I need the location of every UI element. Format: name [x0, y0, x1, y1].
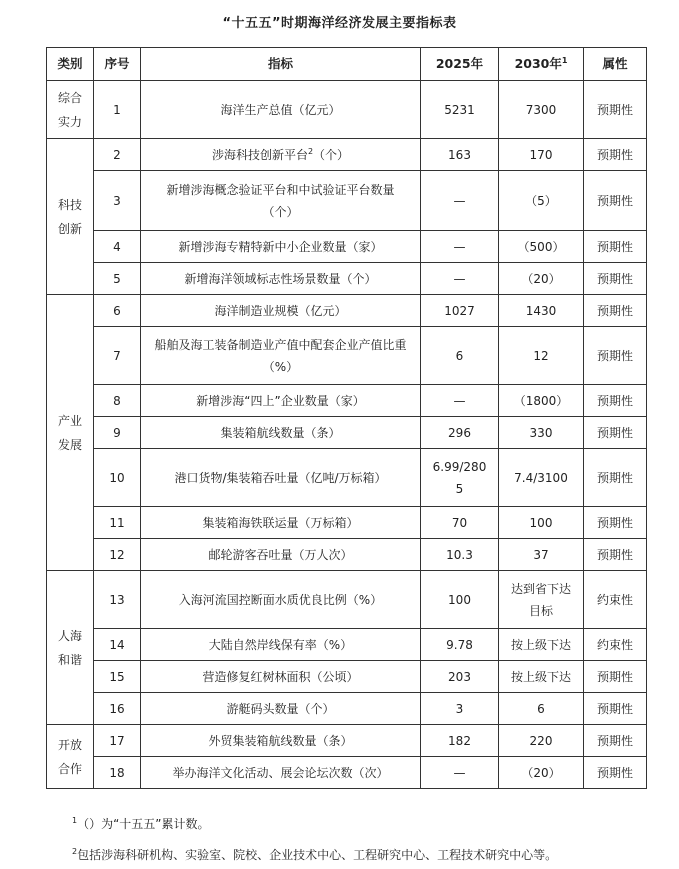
- row-index: 17: [94, 725, 141, 757]
- table-row: [47, 757, 647, 789]
- row-2025-value: 6: [421, 327, 499, 385]
- category-label: 开放 合作: [57, 737, 82, 776]
- row-2030-value: 37: [499, 539, 584, 571]
- footnote-text: （）为“十五五”累计数。: [77, 817, 210, 831]
- row-index: 15: [94, 661, 141, 693]
- row-indicator: 游艇码头数量（个）: [141, 693, 421, 725]
- row-attribute: 预期性: [584, 661, 647, 693]
- row-indicator: 邮轮游客吞吐量（万人次）: [141, 539, 421, 571]
- row-indicator: 新增涉海“四上”企业数量（家）: [141, 385, 421, 417]
- row-2025-value: 296: [421, 417, 499, 449]
- row-2030-value: 100: [499, 507, 584, 539]
- row-2025-value: 9.78: [421, 629, 499, 661]
- row-indicator: 举办海洋文化活动、展会论坛次数（次）: [141, 757, 421, 789]
- row-2030-value: （500）: [499, 231, 584, 263]
- row-index: 18: [94, 757, 141, 789]
- row-index: 5: [94, 263, 141, 295]
- row-attribute: 预期性: [584, 231, 647, 263]
- row-2025-value: 100: [421, 571, 499, 629]
- row-2030-value: 1430: [499, 295, 584, 327]
- table-row: [47, 327, 647, 385]
- category-cell: [47, 81, 94, 139]
- row-attribute: 预期性: [584, 81, 647, 139]
- row-attribute: 预期性: [584, 725, 647, 757]
- row-2030-value: 6: [499, 693, 584, 725]
- indicator-table: [46, 47, 647, 789]
- row-2030-value: 12: [499, 327, 584, 385]
- row-index: 16: [94, 693, 141, 725]
- row-2025-value: 70: [421, 507, 499, 539]
- row-index: 8: [94, 385, 141, 417]
- indicator-unit: （个）: [313, 147, 350, 162]
- row-attribute: 预期性: [584, 171, 647, 231]
- row-indicator: 新增涉海概念验证平台和中试验证平台数量（个）: [141, 171, 421, 231]
- row-2030-value: 按上级下达: [499, 629, 584, 661]
- row-attribute: 预期性: [584, 385, 647, 417]
- header-indicator: 指标: [141, 48, 421, 81]
- row-index: 1: [94, 81, 141, 139]
- row-indicator: 入海河流国控断面水质优良比例（%）: [141, 571, 421, 629]
- category-label: 科技 创新: [57, 197, 82, 236]
- row-2030-value: 220: [499, 725, 584, 757]
- row-indicator: 集装箱海铁联运量（万标箱）: [141, 507, 421, 539]
- row-attribute: 预期性: [584, 693, 647, 725]
- table-row: [47, 539, 647, 571]
- row-index: 13: [94, 571, 141, 629]
- header-row: [47, 48, 647, 81]
- category-label: 产业 发展: [57, 413, 82, 452]
- row-2025-value: —: [421, 757, 499, 789]
- row-2025-value: 1027: [421, 295, 499, 327]
- header-2025: 2025年: [421, 48, 499, 81]
- table-row: [47, 449, 647, 507]
- table-row: [47, 661, 647, 693]
- row-indicator: 营造修复红树林面积（公顷）: [141, 661, 421, 693]
- row-2025-value: 163: [421, 139, 499, 171]
- row-2030-value: 按上级下达: [499, 661, 584, 693]
- row-attribute: 预期性: [584, 139, 647, 171]
- row-2030-value: 330: [499, 417, 584, 449]
- row-indicator: 海洋制造业规模（亿元）: [141, 295, 421, 327]
- row-index: 10: [94, 449, 141, 507]
- table-row: [47, 507, 647, 539]
- row-index: 14: [94, 629, 141, 661]
- row-2030-value: （1800）: [499, 385, 584, 417]
- row-2025-value: 10.3: [421, 539, 499, 571]
- row-2025-value: 6.99/2805: [421, 449, 499, 507]
- row-index: 9: [94, 417, 141, 449]
- row-attribute: 预期性: [584, 417, 647, 449]
- row-indicator: 外贸集装箱航线数量（条）: [141, 725, 421, 757]
- row-2030-value: （20）: [499, 263, 584, 295]
- row-attribute: 约束性: [584, 571, 647, 629]
- row-index: 7: [94, 327, 141, 385]
- row-2025-value: —: [421, 171, 499, 231]
- row-attribute: 预期性: [584, 539, 647, 571]
- header-2030: [499, 48, 584, 81]
- row-attribute: 预期性: [584, 449, 647, 507]
- row-index: 4: [94, 231, 141, 263]
- table-row: [47, 171, 647, 231]
- row-2025-value: 3: [421, 693, 499, 725]
- table-row: [47, 81, 647, 139]
- category-label: 人海 和谐: [57, 628, 82, 667]
- footnote-mark: 1: [72, 816, 78, 825]
- row-2025-value: 5231: [421, 81, 499, 139]
- header-2030-label: 2030年: [514, 56, 562, 71]
- footnote-text: 包括涉海科研机构、实验室、院校、企业技术中心、工程研究中心、工程技术研究中心等。: [77, 848, 558, 862]
- row-indicator: 集装箱航线数量（条）: [141, 417, 421, 449]
- row-indicator: 海洋生产总值（亿元）: [141, 81, 421, 139]
- footnote-mark: 2: [72, 847, 78, 856]
- row-2030-value: 7300: [499, 81, 584, 139]
- row-2030-value: （5）: [499, 171, 584, 231]
- table-row: [47, 693, 647, 725]
- row-attribute: 预期性: [584, 295, 647, 327]
- row-indicator: 新增涉海专精特新中小企业数量（家）: [141, 231, 421, 263]
- row-attribute: 约束性: [584, 629, 647, 661]
- table-row: [47, 417, 647, 449]
- row-indicator: 大陆自然岸线保有率（%）: [141, 629, 421, 661]
- category-cell: [47, 725, 94, 789]
- table-row: [47, 263, 647, 295]
- row-index: 2: [94, 139, 141, 171]
- table-row: [47, 295, 647, 327]
- footnote-ref: 2: [307, 146, 314, 156]
- row-2025-value: —: [421, 263, 499, 295]
- row-2025-value: —: [421, 231, 499, 263]
- row-2025-value: 182: [421, 725, 499, 757]
- row-indicator: 船舶及海工装备制造业产值中配套企业产值比重（%）: [141, 327, 421, 385]
- row-2025-value: 203: [421, 661, 499, 693]
- row-2030-value: 达到省下达目标: [499, 571, 584, 629]
- header-category: 类别: [47, 48, 94, 81]
- row-index: 11: [94, 507, 141, 539]
- row-indicator: 新增海洋领域标志性场景数量（个）: [141, 263, 421, 295]
- row-indicator: 港口货物/集装箱吞吐量（亿吨/万标箱）: [141, 449, 421, 507]
- table-row: [47, 629, 647, 661]
- row-2030-value: 7.4/3100: [499, 449, 584, 507]
- table-row: [47, 725, 647, 757]
- table-row: [47, 385, 647, 417]
- table-row: [47, 571, 647, 629]
- category-cell: [47, 295, 94, 571]
- indicator-text: 涉海科技创新平台: [211, 147, 308, 162]
- table-row: [47, 139, 647, 171]
- row-index: 3: [94, 171, 141, 231]
- row-2030-value: （20）: [499, 757, 584, 789]
- category-label: 综合 实力: [57, 90, 82, 129]
- header-index: 序号: [94, 48, 141, 81]
- footnote-ref: 1: [561, 55, 568, 65]
- footnote-1: [72, 815, 210, 832]
- row-2025-value: —: [421, 385, 499, 417]
- row-attribute: 预期性: [584, 263, 647, 295]
- table-row: [47, 231, 647, 263]
- row-indicator: [141, 139, 421, 171]
- category-cell: [47, 571, 94, 725]
- row-index: 12: [94, 539, 141, 571]
- row-attribute: 预期性: [584, 757, 647, 789]
- footnote-2: [72, 846, 557, 863]
- row-index: 6: [94, 295, 141, 327]
- table-title: “十五五”时期海洋经济发展主要指标表: [222, 16, 457, 31]
- header-attribute: 属性: [584, 48, 647, 81]
- category-cell: [47, 139, 94, 295]
- row-attribute: 预期性: [584, 507, 647, 539]
- row-attribute: 预期性: [584, 327, 647, 385]
- row-2030-value: 170: [499, 139, 584, 171]
